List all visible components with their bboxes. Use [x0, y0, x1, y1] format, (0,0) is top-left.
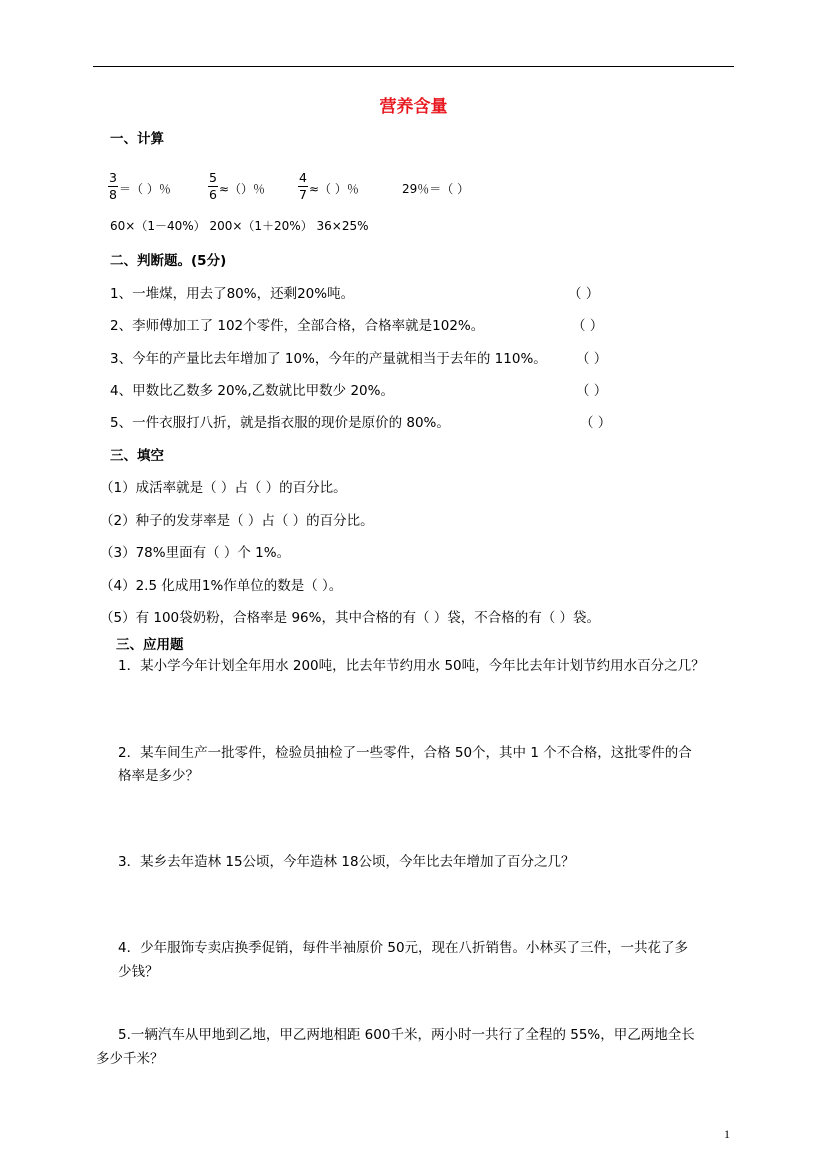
fill-item-4: （4）2.5 化成用1%作单位的数是（ ）。	[100, 578, 343, 594]
problem-3-line-1: 3．某乡去年造林 15公顷，今年造林 18公顷，今年比去年增加了百分之几？	[118, 854, 575, 870]
problem-2-line-1: 2．某车间生产一批零件，检验员抽检了一些零件，合格 50个，其中 1 个不合格，这批零件的合	[118, 745, 692, 761]
percent-item: 29％＝（ ）	[402, 182, 470, 196]
judge-paren-4: （ ）	[576, 383, 608, 399]
fill-item-2: （2）种子的发芽率是（ ）占（ ）的百分比。	[100, 513, 374, 529]
fill-item-3: （3）78%里面有（ ）个 1%。	[100, 545, 291, 561]
judge-item-2: 2、李师傅加工了 102个零件，全部合格，合格率就是102%。	[110, 318, 485, 334]
fraction-1	[108, 170, 118, 203]
judge-paren-3: （ ）	[576, 351, 608, 367]
judge-item-1: 1、一堆煤，用去了80%，还剩20%吨。	[110, 286, 355, 302]
fraction-2-tail: ≈（）％	[219, 182, 266, 196]
header-rule	[93, 66, 734, 67]
section3-heading: 三、填空	[110, 448, 164, 464]
judge-item-4: 4、甲数比乙数多 20%,乙数就比甲数少 20%。	[110, 383, 394, 399]
section4-heading: 三、应用题	[116, 637, 184, 653]
problem-4-line-1: 4．少年服饰专卖店换季促销，每件半袖原价 50元，现在八折销售。小林买了三件，一共花了多	[118, 940, 689, 956]
fill-item-5: （5）有 100袋奶粉，合格率是 96%，其中合格的有（ ）袋，不合格的有（ ）袋。	[100, 610, 601, 626]
fraction-3-tail: ≈（ ）％	[309, 182, 359, 196]
section1-heading: 一、计算	[110, 131, 164, 147]
judge-item-5: 5、一件衣服打八折，就是指衣服的现价是原价的 80%。	[110, 415, 450, 431]
fraction-1-den: 8	[109, 187, 117, 202]
fraction-1-num: 3	[109, 170, 117, 185]
fraction-3	[298, 170, 308, 203]
judge-item-3: 3、今年的产量比去年增加了 10%，今年的产量就相当于去年的 110%。	[110, 351, 547, 367]
section2-heading: 二、判断题。(5分)	[110, 253, 227, 269]
fraction-2	[208, 170, 218, 203]
judge-paren-5: （ ）	[580, 415, 612, 431]
fraction-1-tail: ＝（ ）％	[119, 182, 171, 196]
fraction-2-num: 5	[209, 170, 217, 185]
problem-2-line-2: 格率是多少？	[118, 768, 199, 784]
problem-1-line-1: 1．某小学今年计划全年用水 200吨，比去年节约用水 50吨，今年比去年计划节约用水百分之几？	[118, 658, 705, 674]
judge-paren-2: （ ）	[572, 318, 604, 334]
problem-4-line-2: 少钱？	[118, 964, 159, 980]
fraction-3-num: 4	[299, 170, 307, 185]
fraction-2-den: 6	[209, 187, 217, 202]
fill-item-1: （1）成活率就是（ ）占（ ）的百分比。	[100, 480, 347, 496]
judge-paren-1: （ ）	[568, 286, 600, 302]
problem-5-line-1: 5.一辆汽车从甲地到乙地，甲乙两地相距 600千米，两小时一共行了全程的 55%，甲乙两地全长	[118, 1027, 695, 1043]
page-title: 营养含量	[379, 97, 448, 117]
page-number: 1	[724, 1127, 730, 1141]
fraction-3-den: 7	[299, 187, 307, 202]
problem-5-line-2: 多少千米？	[96, 1051, 164, 1067]
calc-line-2: 60×（1－40%） 200×（1＋20%） 36×25%	[110, 219, 369, 233]
